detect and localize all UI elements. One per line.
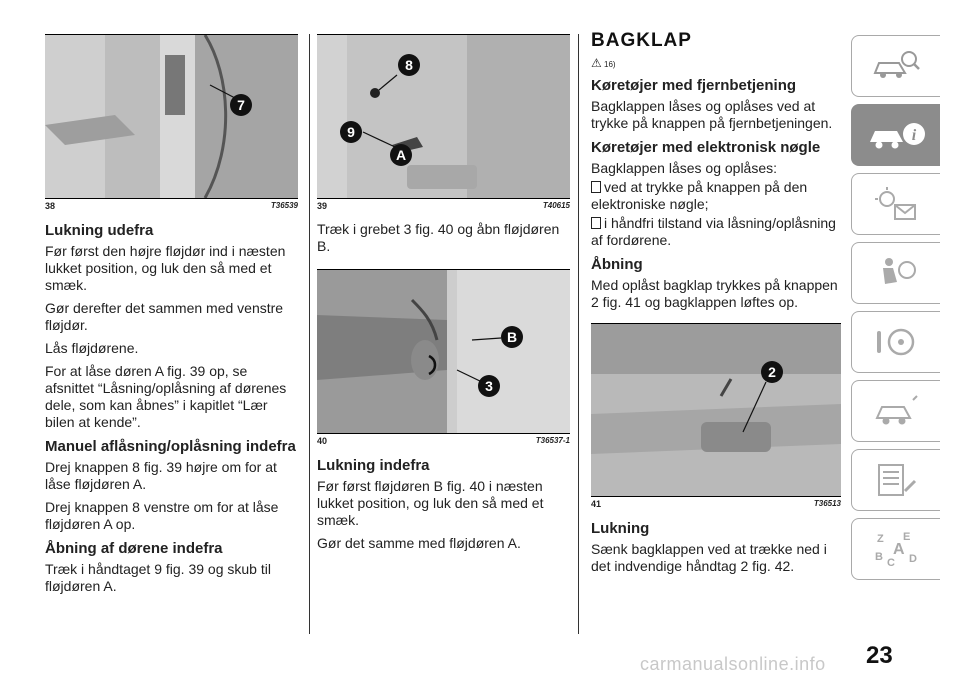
figure-code: T36513	[813, 499, 841, 508]
figure-39-illustration	[317, 35, 570, 198]
figure-38-callout: 7	[237, 97, 245, 113]
section-title: BAGKLAP	[591, 30, 692, 51]
bullet-icon	[591, 181, 601, 193]
figure-41-caption	[591, 496, 841, 509]
warning-light-envelope-icon	[871, 185, 921, 223]
paragraph: Gør det samme med fløjdøren A.	[317, 535, 521, 551]
heading: Lukning	[591, 520, 650, 537]
paragraph: Før først fløjdøren B fig. 40 i næsten lukket position, og luk den så med et smæk.	[317, 478, 544, 528]
figure-40-illustration	[317, 270, 570, 433]
figure-39	[317, 34, 570, 198]
page-number: 23	[866, 642, 893, 669]
heading: Lukning indefra	[317, 457, 430, 474]
svg-text:Z: Z	[877, 533, 884, 545]
tab-starting-driving[interactable]	[851, 311, 940, 373]
figure-code: T36539	[270, 201, 298, 210]
tab-emergency[interactable]	[851, 380, 940, 442]
column-divider	[578, 34, 579, 634]
chapter-tabs	[851, 35, 941, 587]
svg-text:B: B	[875, 551, 883, 563]
paragraph: For at låse døren A fig. 39 op, se afsnittet “Låsning/oplåsning af dørenes dele, som kan åbnes” i kapitlet “Lær bilen at kende”.	[45, 363, 287, 430]
car-info-icon	[866, 116, 926, 154]
figure-38	[45, 34, 298, 198]
figure-number: 40	[317, 436, 328, 446]
tab-car-info[interactable]	[851, 104, 940, 166]
paragraph: Bagklappen låses og oplåses:	[591, 160, 778, 176]
tab-index[interactable]	[851, 518, 940, 580]
bullet-item	[591, 179, 841, 213]
paragraph: Bagklappen låses og oplåses ved at trykke på knappen på fjernbetjeningen.	[591, 98, 833, 131]
figure-number: 41	[591, 499, 602, 509]
svg-text:A: A	[893, 541, 905, 558]
tab-safety[interactable]	[851, 242, 940, 304]
paragraph: Træk i håndtaget 9 fig. 39 og skub til fløjdøren A.	[45, 561, 271, 594]
figure-38-caption	[45, 198, 298, 211]
warning-reference	[591, 56, 841, 70]
figure-39-callout: A	[395, 147, 407, 163]
column-divider	[309, 34, 310, 634]
paragraph: Med oplåst bagklap trykkes på knappen 2 fig. 41 og bagklappen løftes op.	[591, 277, 838, 310]
svg-text:C: C	[887, 557, 895, 568]
heading: Åbning af dørene indefra	[45, 540, 223, 557]
bullet-text: ved at trykke på knappen på den elektroniske nøgle;	[591, 179, 808, 212]
paragraph: Træk i grebet 3 fig. 40 og åbn fløjdøren B.	[317, 221, 560, 254]
alphabet-index-icon	[871, 530, 921, 568]
tab-maintenance[interactable]	[851, 449, 940, 511]
seat-airbag-icon	[871, 254, 921, 292]
car-magnifier-icon	[871, 47, 921, 85]
paragraph: Lås fløjdørene.	[45, 340, 139, 356]
figure-code: T36537-1	[535, 436, 570, 445]
figure-39-callout: 9	[347, 124, 355, 140]
paragraph: Drej knappen 8 venstre om for at låse fløjdøren A op.	[45, 499, 279, 532]
maintenance-checklist-icon	[871, 461, 921, 499]
svg-text:E: E	[903, 531, 911, 543]
heading: Manuel aflåsning/oplåsning indefra	[45, 438, 296, 455]
tab-warning-lights[interactable]	[851, 173, 940, 235]
figure-40-callout: 3	[485, 378, 493, 394]
column-2	[317, 34, 570, 558]
paragraph: Drej knappen 8 fig. 39 højre om for at låse fløjdøren A.	[45, 459, 277, 492]
bullet-text: i håndfri tilstand via låsning/oplåsning af fordørene.	[591, 215, 836, 248]
figure-code: T40615	[542, 201, 570, 210]
figure-41-illustration	[591, 324, 841, 496]
figure-41	[591, 323, 841, 496]
figure-39-callout: 8	[405, 57, 413, 73]
figure-40	[317, 269, 570, 433]
watermark: carmanualsonline.info	[640, 654, 826, 674]
figure-number: 38	[45, 201, 56, 211]
svg-text:D: D	[909, 553, 917, 565]
warning-icon: ⚠	[591, 56, 602, 70]
steering-wheel-key-icon	[871, 323, 921, 361]
figure-40-callout: B	[506, 329, 518, 345]
bullet-item	[591, 215, 841, 249]
figure-41-callout: 2	[768, 364, 776, 380]
paragraph: Gør derefter det sammen med venstre fløjdør.	[45, 300, 284, 333]
figure-40-caption	[317, 433, 570, 446]
column-3	[591, 30, 841, 581]
warning-ref-number: 16)	[604, 60, 616, 69]
heading: Køretøjer med elektronisk nøgle	[591, 139, 821, 156]
car-breakdown-icon	[871, 392, 921, 430]
column-1	[45, 34, 298, 601]
figure-number: 39	[317, 201, 328, 211]
tab-car-knowledge[interactable]	[851, 35, 940, 97]
heading: Køretøjer med fjernbetjening	[591, 77, 797, 94]
heading: Lukning udefra	[45, 222, 154, 239]
bullet-icon	[591, 217, 601, 229]
paragraph: Sænk bagklappen ved at trække ned i det indvendige håndtag 2 fig. 42.	[591, 541, 827, 574]
figure-39-caption	[317, 198, 570, 211]
svg-text:i: i	[911, 127, 917, 144]
paragraph: Før først den højre fløjdør ind i næsten lukket position, og luk den så med et smæk.	[45, 243, 286, 293]
heading: Åbning	[591, 256, 643, 273]
figure-38-illustration	[45, 35, 298, 198]
